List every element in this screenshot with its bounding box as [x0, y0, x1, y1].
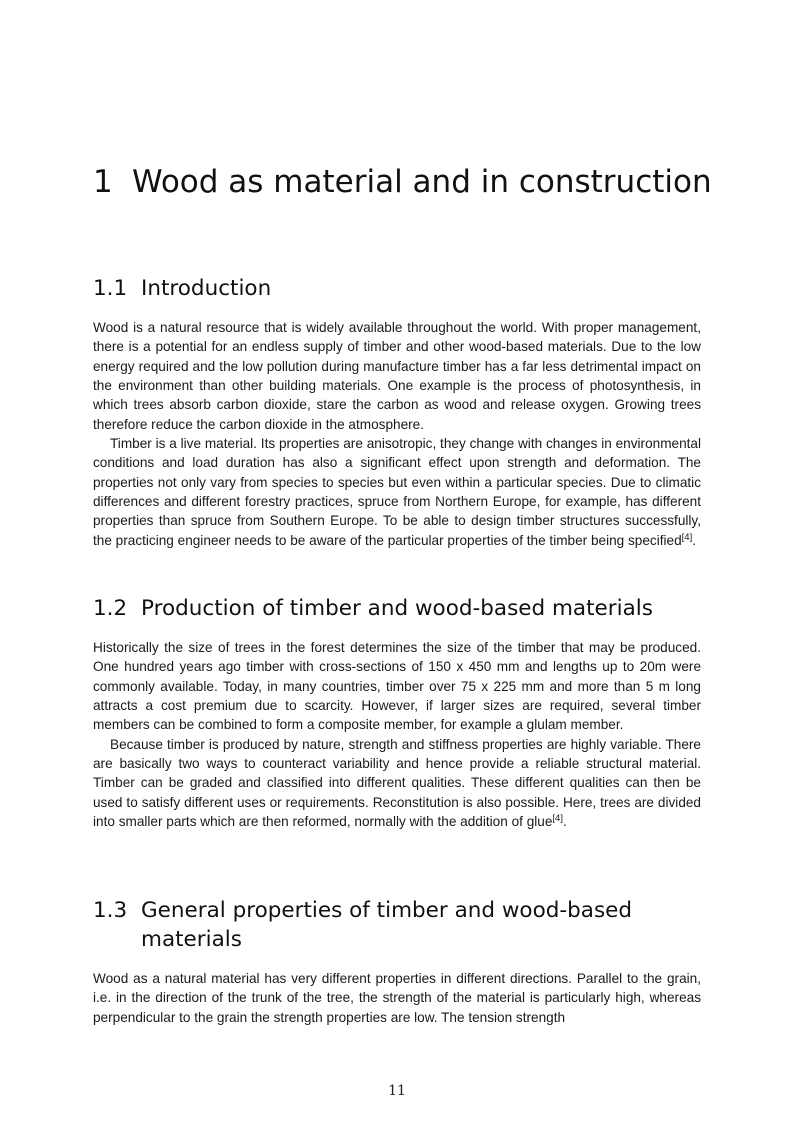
chapter-title: Wood as material and in construction	[132, 164, 712, 200]
citation-reference: [4]	[681, 531, 693, 543]
section-body-production	[93, 638, 701, 831]
section-number: 1.2	[93, 596, 128, 621]
paragraph: Because timber is produced by nature, strength and stiffness properties are highly variable. There are basically two ways to counteract variability and hence provide a reliable structural material. Timber can be graded and classified into different qualities. These different qualities can then be used to satisfy different uses or requirements. Reconstitution is also possible. Here, trees are divided into smaller parts which are then reformed, normally with the addition of glue[4].	[93, 736, 701, 830]
section-heading-introduction	[93, 274, 713, 303]
section-title: General properties of timber and wood-based materials	[141, 898, 633, 952]
section-heading-general-properties	[93, 896, 713, 954]
section-title: Introduction	[141, 276, 272, 301]
section-heading-production	[93, 594, 713, 623]
paragraph: Historically the size of trees in the forest determines the size of the timber that may be produced. One hundred years ago timber with cross-sections of 150 x 450 mm and lengths up to 20m were commonly available. Today, in many countries, timber over 75 x 225 mm and more than 5 m long attracts a cost premium due to scarcity. However, if larger sizes are required, several timber members can be combined to form a composite member, for example a glulam member.	[93, 640, 701, 733]
section-number: 1.1	[93, 276, 128, 301]
section-title: Production of timber and wood-based materials	[141, 596, 653, 621]
paragraph: Wood as a natural material has very different properties in different directions. Parallel to the grain, i.e. in the direction of the trunk of the tree, the strength of the material is particularly high, whereas perpendicular to the grain the strength properties are low. The tension strength	[93, 971, 701, 1025]
chapter-heading	[93, 163, 713, 202]
page-number: 11	[388, 1083, 406, 1099]
citation-reference: [4]	[552, 813, 563, 825]
section-number: 1.3	[93, 898, 128, 923]
section-body-introduction	[93, 318, 701, 550]
section-body-general-properties	[93, 969, 701, 1027]
paragraph: Wood is a natural resource that is widely available throughout the world. With proper management, there is a potential for an endless supply of timber and other wood-based materials. Due to the low energy required and the low pollution during manufacture timber has a far less detrimental impact on the environment than other building materials. One example is the process of photosynthesis, in which trees absorb carbon dioxide, stare the carbon as wood and release oxygen. Growing trees therefore reduce the carbon dioxide in the atmosphere.	[93, 320, 701, 432]
chapter-number: 1	[93, 164, 113, 200]
paragraph: Timber is a live material. Its properties are anisotropic, they change with changes in environmental conditions and load duration has also a significant effect upon strength and deformation. The properties not only vary from species to species but even within a particular species. Due to climatic differences and different forestry practices, spruce from Northern Europe, for example, has different properties than spruce from Southern Europe. To be able to design timber structures successfully, the practicing engineer needs to be aware of the particular properties of the timber being specified[4].	[93, 436, 701, 548]
